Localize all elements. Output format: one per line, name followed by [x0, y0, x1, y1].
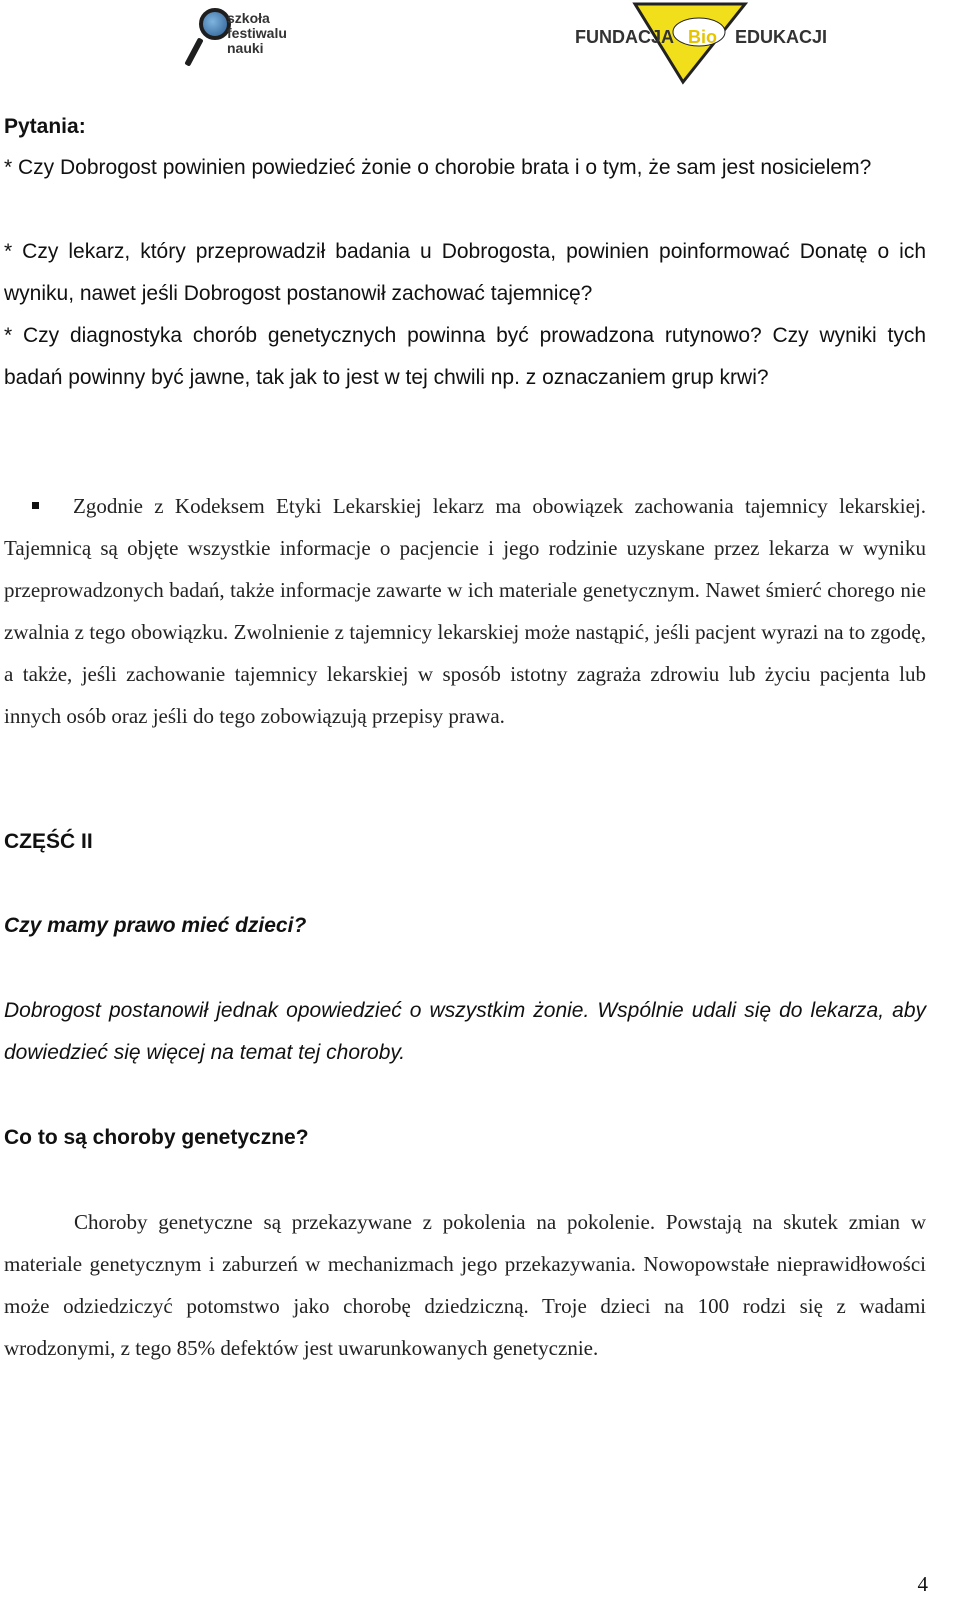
question-2: * Czy lekarz, który przeprowadził badania u Dobrogosta, powinien poinformować Donatę o ich wyniku, nawet jeśli Dobrogost postanowił zachować tajemnicę? [4, 240, 926, 305]
question-3: * Czy diagnostyka chorób genetycznych powinna być prowadzona rutynowo? Czy wyniki tych badań powinny być jawne, tak jak to jest w tej chwili np. z oznaczaniem grup krwi? [4, 324, 926, 389]
section-body: Choroby genetyczne są przekazywane z pokolenia na pokolenie. Powstają na skutek zmian w materiale genetycznym i zaburzeń w mechanizmach jego przekazywania. Nowopowstałe nieprawidłowości może odziedziczyć potomstwo jako chorobę dziedziczną. Troje dzieci na 100 rodzi się z wadami wrodzonymi, z tego 85% defektów jest uwarunkowanych genetycznie. [4, 1210, 926, 1360]
questions-title: Pytania: [4, 115, 86, 138]
ethics-paragraph: Zgodnie z Kodeksem Etyki Lekarskiej lekarz ma obowiązek zachowania tajemnicy lekarskiej. Tajemnicą są objęte wszystkie informacje o pacjencie i jego rodzinie uzyskane przez lekarza w wyniku przeprowadzonych badań, także informacje zawarte w ich materiale genetycznym. Nawet śmierć chorego nie zwalnia z tego obowiązku. Zwolnienie z tajemnicy lekarskiej może nastąpić, jeśli pacjent wyrazi na to zgodę, a także, jeśli zachowanie tajemnicy lekarskiej w sposób istotny zagraża zdrowiu lub życiu pacjenta lub innych osób oraz jeśli do tego zobowiązują przepisy prawa. [4, 494, 926, 728]
logo-left-text: szkoła festiwalu nauki [227, 10, 287, 56]
fundacja-bioedukacji-logo: FUNDACJA Bio EDUKACJI [575, 0, 825, 86]
story-paragraph: Dobrogost postanowił jednak opowiedzieć o wszystkim żonie. Wspólnie udali się do lekarza, aby dowiedzieć się więcej na temat tej choroby. [4, 999, 926, 1064]
szkola-festiwalu-nauki-logo [183, 4, 287, 72]
section-heading: Co to są choroby genetyczne? [4, 1126, 309, 1149]
bullet-icon [32, 502, 39, 509]
page-number: 4 [917, 1572, 928, 1596]
part-subheading: Czy mamy prawo mieć dzieci? [4, 914, 307, 937]
question-1: * Czy Dobrogost powinien powiedzieć żonie o chorobie brata i o tym, że sam jest nosicielem? [4, 156, 872, 179]
part-heading: CZĘŚĆ II [4, 830, 93, 853]
